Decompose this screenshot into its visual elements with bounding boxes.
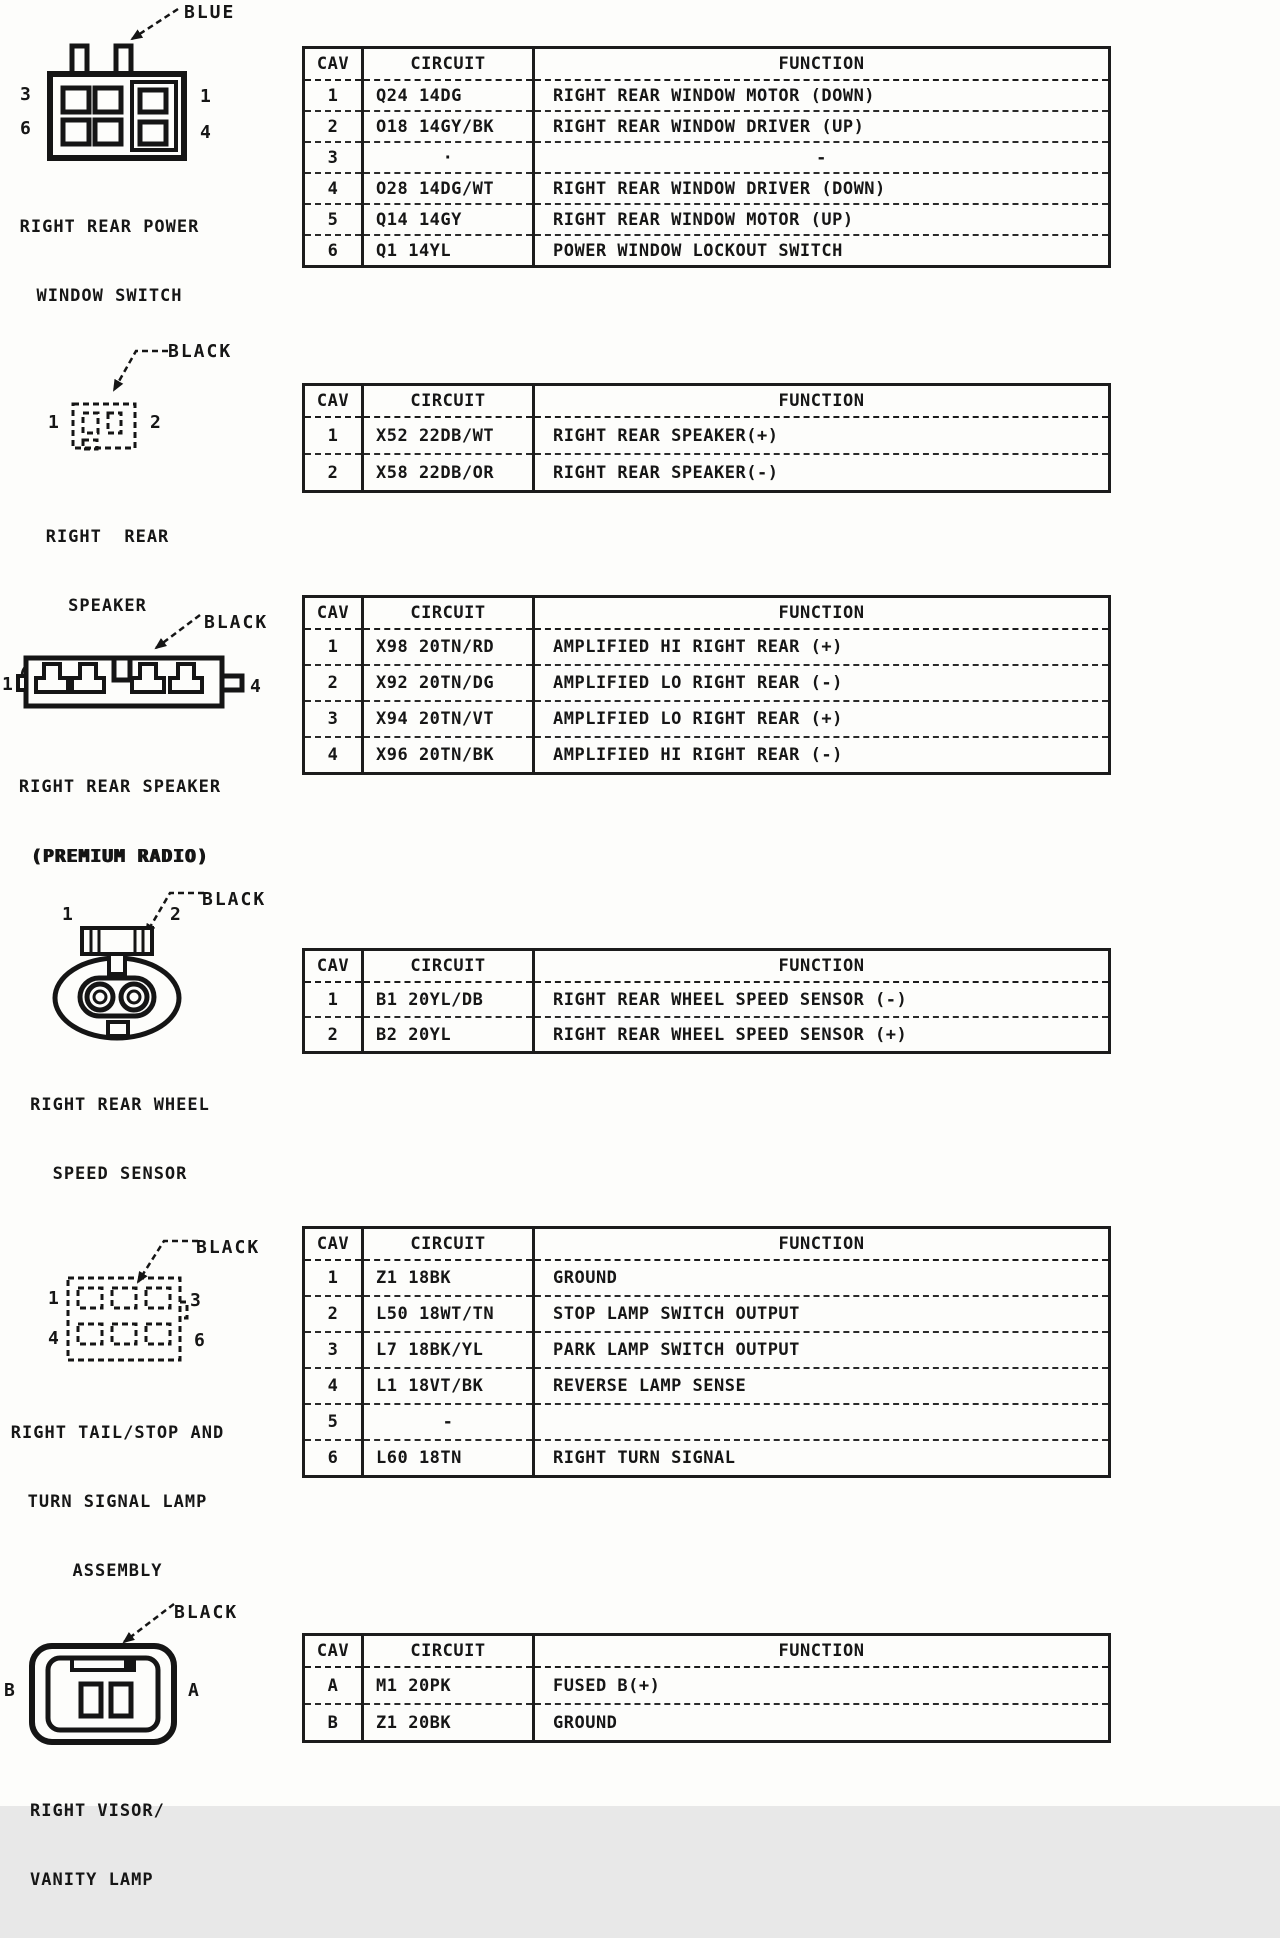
circuit-cell: Z1 18BK [363, 1260, 534, 1296]
function-cell [534, 1404, 1110, 1440]
connector-diagram-power-window-switch [42, 44, 192, 164]
table-row [304, 454, 1110, 492]
pin-label: 1 [48, 412, 59, 433]
table-row [304, 629, 1110, 665]
connector-name-line: SPEAKER [68, 596, 147, 616]
connector-diagram-tail-lamp [66, 1274, 188, 1366]
function-cell: RIGHT REAR WINDOW MOTOR (DOWN) [534, 80, 1110, 111]
function-cell: RIGHT REAR WINDOW MOTOR (UP) [534, 204, 1110, 235]
table-row [304, 1440, 1110, 1477]
connector-name-line: RIGHT VISOR/ [30, 1801, 165, 1821]
cav-cell: 5 [304, 1404, 363, 1440]
circuit-cell: O28 14DG/WT [363, 173, 534, 204]
connector-color-label: BLACK [204, 612, 269, 633]
arrow-icon [134, 610, 206, 656]
column-header: CIRCUIT [363, 597, 534, 630]
connector-name-line: RIGHT REAR SPEAKER [18, 777, 222, 797]
connector-name-line: RIGHT REAR POWER [19, 217, 200, 237]
table-row [304, 1017, 1110, 1053]
connector-color-label: BLACK [174, 1602, 239, 1623]
column-header: FUNCTION [534, 385, 1110, 418]
connector-name [30, 1754, 220, 1938]
header-row [304, 1635, 1110, 1668]
cav-cell: 2 [304, 665, 363, 701]
circuit-cell: L7 18BK/YL [363, 1332, 534, 1368]
function-cell: RIGHT REAR WHEEL SPEED SENSOR (-) [534, 982, 1110, 1017]
table-row [304, 737, 1110, 774]
column-header: CIRCUIT [363, 1228, 534, 1261]
circuit-cell: - [363, 1404, 534, 1440]
pinout-table [302, 595, 1111, 775]
table-row [304, 1368, 1110, 1404]
cav-cell: 2 [304, 1017, 363, 1053]
table-row [304, 142, 1110, 173]
circuit-cell: X98 20TN/RD [363, 629, 534, 665]
cav-cell: 2 [304, 454, 363, 492]
pin-label: 1 [48, 1288, 59, 1309]
circuit-cell: X96 20TN/BK [363, 737, 534, 774]
circuit-cell: Q1 14YL [363, 235, 534, 267]
function-cell: AMPLIFIED HI RIGHT REAR (+) [534, 629, 1110, 665]
function-cell: GROUND [534, 1260, 1110, 1296]
pin-label: 1 [62, 904, 73, 925]
cav-cell: 5 [304, 204, 363, 235]
circuit-cell: X92 20TN/DG [363, 665, 534, 701]
function-cell: RIGHT REAR SPEAKER(-) [553, 462, 779, 483]
function-cell: PARK LAMP SWITCH OUTPUT [534, 1332, 1110, 1368]
header-row [304, 950, 1110, 983]
pin-label: 1 [2, 674, 13, 695]
table-row [304, 204, 1110, 235]
connector-name-line: VANITY LAMP [30, 1870, 154, 1890]
column-header: CAV [304, 597, 363, 630]
circuit-cell: Q24 14DG [363, 80, 534, 111]
function-cell: AMPLIFIED LO RIGHT REAR (-) [534, 665, 1110, 701]
cav-cell: 1 [304, 1260, 363, 1296]
connector-name-line: SPEED SENSOR [52, 1164, 188, 1184]
cav-cell: 1 [304, 80, 363, 111]
connector-name-line: ASSEMBLY [72, 1561, 163, 1581]
connector-name-line: RIGHT REAR WHEEL [30, 1095, 210, 1115]
circuit-cell: Q14 14GY [363, 204, 534, 235]
pin-label: B [4, 1680, 15, 1701]
connector-color-label: BLACK [196, 1237, 261, 1258]
function-cell: GROUND [553, 1712, 618, 1733]
function-cell: REVERSE LAMP SENSE [534, 1368, 1110, 1404]
column-header: CIRCUIT [363, 1635, 534, 1668]
cav-cell: 4 [304, 737, 363, 774]
function-cell: RIGHT REAR WINDOW DRIVER (DOWN) [534, 173, 1110, 204]
circuit-cell: X52 22DB/WT [363, 417, 534, 454]
circuit-cell: Z1 20BK [363, 1704, 534, 1742]
function-cell: - [534, 142, 1110, 173]
table-row [304, 1404, 1110, 1440]
cav-cell: A [304, 1667, 363, 1704]
pin-label: 3 [190, 1290, 201, 1311]
function-cell: AMPLIFIED HI RIGHT REAR (-) [553, 745, 843, 765]
connector-name-line: RIGHT REAR [45, 527, 170, 547]
connector-name-line: RIGHT TAIL/STOP AND [10, 1423, 225, 1443]
connector-name-line: (PREMIUM RADIO) [31, 846, 209, 867]
cav-cell: 1 [304, 417, 363, 454]
table-row [304, 235, 1110, 267]
table-row [304, 111, 1110, 142]
circuit-cell: L60 18TN [363, 1440, 534, 1477]
pin-label: 4 [250, 676, 261, 697]
table-row [304, 80, 1110, 111]
column-header: FUNCTION [534, 597, 1110, 630]
cav-cell: 4 [304, 173, 363, 204]
header-row [304, 1228, 1110, 1261]
pin-label: 4 [48, 1328, 59, 1349]
arrow-icon [94, 344, 172, 400]
connector-color-label: BLUE [184, 2, 236, 23]
function-cell: RIGHT REAR WHEEL SPEED SENSOR (+) [553, 1024, 908, 1045]
cav-cell: 3 [304, 1332, 363, 1368]
cav-cell: 2 [304, 1296, 363, 1332]
pin-label: 6 [194, 1330, 205, 1351]
cav-cell: 6 [304, 235, 363, 267]
cav-cell: 1 [304, 629, 363, 665]
column-header: CIRCUIT [363, 385, 534, 418]
connector-diagram-speaker-standard [70, 396, 140, 454]
pinout-table [302, 1226, 1111, 1478]
circuit-cell: X58 22DB/OR [363, 454, 534, 492]
column-header: CAV [304, 48, 363, 81]
cav-cell: 6 [304, 1440, 363, 1477]
column-header: CIRCUIT [363, 48, 534, 81]
circuit-cell: L50 18WT/TN [363, 1296, 534, 1332]
table-row [304, 1260, 1110, 1296]
column-header: CAV [304, 950, 363, 983]
table-row [304, 1667, 1110, 1704]
cav-cell: 2 [304, 111, 363, 142]
connector-color-label: BLACK [168, 341, 233, 362]
cav-cell: 1 [304, 982, 363, 1017]
circuit-cell: L1 18VT/BK [363, 1368, 534, 1404]
connector-name [12, 170, 207, 354]
function-cell: STOP LAMP SWITCH OUTPUT [534, 1296, 1110, 1332]
pinout-table [302, 46, 1111, 268]
column-header: CAV [304, 1228, 363, 1261]
table-row [304, 173, 1110, 204]
cav-cell: 4 [304, 1368, 363, 1404]
table-row [304, 665, 1110, 701]
table-row [304, 1704, 1110, 1742]
circuit-cell: O18 14GY/BK [363, 111, 534, 142]
connector-name-line: TURN SIGNAL LAMP [27, 1492, 208, 1512]
connector-diagram-wheel-speed-sensor [50, 926, 185, 1040]
arrow-icon [104, 4, 184, 48]
connector-name [0, 1048, 240, 1232]
pin-label: 2 [150, 412, 161, 433]
pinout-table [302, 948, 1111, 1054]
connector-diagram-visor-vanity-lamp [28, 1642, 178, 1747]
function-cell: RIGHT REAR SPEAKER(+) [534, 417, 1110, 454]
circuit-cell: M1 20PK [363, 1667, 534, 1704]
header-row [304, 597, 1110, 630]
pin-label: 3 [20, 84, 31, 105]
header-row [304, 385, 1110, 418]
function-cell: RIGHT TURN SIGNAL [553, 1448, 736, 1468]
pinout-table [302, 383, 1111, 493]
column-header: CIRCUIT [363, 950, 534, 983]
table-row [304, 1332, 1110, 1368]
table-row [304, 982, 1110, 1017]
pin-label: 2 [170, 904, 181, 925]
pinout-table [302, 1633, 1111, 1743]
circuit-cell: X94 20TN/VT [363, 701, 534, 737]
function-cell: POWER WINDOW LOCKOUT SWITCH [553, 240, 843, 261]
table-row [304, 701, 1110, 737]
column-header: FUNCTION [534, 1635, 1110, 1668]
column-header: FUNCTION [534, 950, 1110, 983]
column-header: FUNCTION [534, 1228, 1110, 1261]
cav-cell: 3 [304, 142, 363, 173]
function-cell: FUSED B(+) [534, 1667, 1110, 1704]
column-header: CAV [304, 385, 363, 418]
circuit-cell: B2 20YL [363, 1017, 534, 1053]
function-cell: RIGHT REAR WINDOW DRIVER (UP) [534, 111, 1110, 142]
pin-label: 1 [200, 86, 211, 107]
pin-label: A [188, 1680, 199, 1701]
connector-diagram-speaker-premium [16, 652, 248, 716]
table-row [304, 1296, 1110, 1332]
pin-label: 6 [20, 118, 31, 139]
cav-cell: 3 [304, 701, 363, 737]
connector-name-line: WINDOW SWITCH [36, 286, 183, 306]
function-cell: AMPLIFIED LO RIGHT REAR (+) [534, 701, 1110, 737]
cav-cell: B [304, 1704, 363, 1742]
header-row [304, 48, 1110, 81]
table-row [304, 417, 1110, 454]
connector-color-label: BLACK [202, 889, 267, 910]
column-header: FUNCTION [534, 48, 1110, 81]
circuit-cell: · [363, 142, 534, 173]
pin-label: 4 [200, 122, 211, 143]
column-header: CAV [304, 1635, 363, 1668]
connector-name [0, 1376, 235, 1629]
circuit-cell: B1 20YL/DB [363, 982, 534, 1017]
